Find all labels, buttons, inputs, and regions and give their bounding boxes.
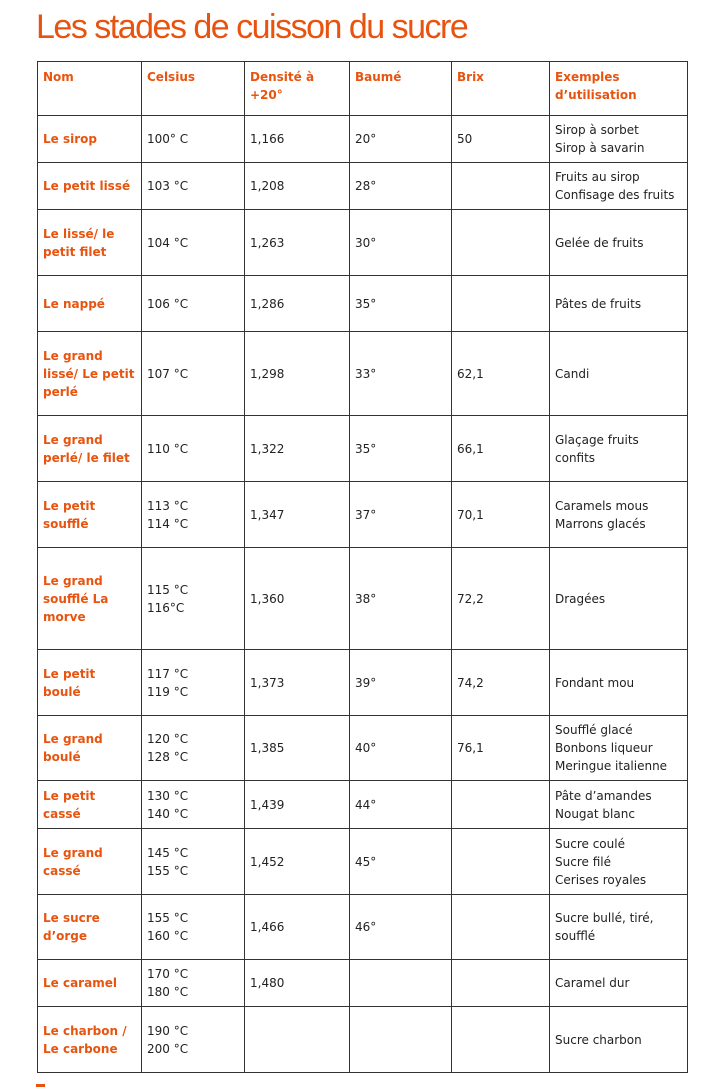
cell-densite: 1,439 bbox=[245, 781, 350, 829]
header-celsius: Celsius bbox=[142, 62, 245, 116]
cell-celsius-line: 170 °C bbox=[147, 967, 189, 981]
cell-exemples bbox=[550, 548, 688, 650]
cell-densite: 1,466 bbox=[245, 895, 350, 960]
cell-celsius bbox=[142, 781, 245, 829]
cell-celsius-line: 116°C bbox=[147, 600, 185, 615]
cell-baume bbox=[350, 960, 452, 1007]
cell-brix: 76,1 bbox=[452, 716, 550, 781]
cell-celsius-line: 100° C bbox=[147, 132, 189, 146]
cell-baume: 45° bbox=[350, 829, 452, 895]
table-body bbox=[38, 116, 688, 1073]
table-row bbox=[38, 163, 688, 210]
cell-nom: Le grand boulé bbox=[38, 716, 142, 781]
cell-brix: 70,1 bbox=[452, 482, 550, 548]
cell-celsius-line: 106 °C bbox=[147, 296, 189, 311]
header-baume: Baumé bbox=[350, 62, 452, 116]
cell-celsius-line: 155 °C bbox=[147, 863, 189, 878]
cell-nom: Le petit boulé bbox=[38, 650, 142, 716]
cell-nom: Le charbon / Le carbone bbox=[38, 1007, 142, 1073]
page-title: Les stades de cuisson du sucre bbox=[36, 8, 468, 46]
cell-baume: 33° bbox=[350, 332, 452, 416]
cell-densite: 1,480 bbox=[245, 960, 350, 1007]
cell-densite: 1,360 bbox=[245, 548, 350, 650]
cell-celsius bbox=[142, 1007, 245, 1073]
cell-celsius-line: 103 °C bbox=[147, 179, 189, 193]
cell-exemples bbox=[550, 332, 688, 416]
cell-celsius-line: 155 °C bbox=[147, 911, 189, 925]
cell-exemples-line: Sirop à sorbet bbox=[555, 123, 639, 137]
cell-baume bbox=[350, 1007, 452, 1073]
header-densite: Densité à +20° bbox=[245, 62, 350, 116]
cell-baume: 35° bbox=[350, 276, 452, 332]
cell-brix bbox=[452, 163, 550, 210]
cell-exemples-line: Sirop à savarin bbox=[555, 141, 645, 155]
cell-baume: 40° bbox=[350, 716, 452, 781]
cell-exemples-line: Fondant mou bbox=[555, 675, 635, 690]
cell-nom: Le nappé bbox=[38, 276, 142, 332]
cell-exemples-line: Sucre filé bbox=[555, 854, 611, 869]
cell-densite: 1,322 bbox=[245, 416, 350, 482]
cell-brix bbox=[452, 895, 550, 960]
cell-nom: Le sucre d’orge bbox=[38, 895, 142, 960]
table-row bbox=[38, 548, 688, 650]
cell-exemples-line: Sucre charbon bbox=[555, 1032, 642, 1047]
cell-exemples-line: Fruits au sirop bbox=[555, 170, 640, 184]
cell-celsius-line: 200 °C bbox=[147, 1041, 189, 1056]
cell-baume: 38° bbox=[350, 548, 452, 650]
cell-celsius bbox=[142, 210, 245, 276]
cell-baume: 44° bbox=[350, 781, 452, 829]
cell-celsius bbox=[142, 332, 245, 416]
cell-exemples-line: Pâtes de fruits bbox=[555, 296, 642, 311]
cell-exemples bbox=[550, 895, 688, 960]
cell-densite: 1,347 bbox=[245, 482, 350, 548]
table-row bbox=[38, 829, 688, 895]
cell-baume: 20° bbox=[350, 116, 452, 163]
table-row bbox=[38, 332, 688, 416]
cell-celsius-line: 140 °C bbox=[147, 806, 189, 821]
cell-celsius-line: 180 °C bbox=[147, 985, 189, 999]
cell-exemples bbox=[550, 829, 688, 895]
cell-brix bbox=[452, 829, 550, 895]
sugar-stages-table bbox=[37, 61, 688, 1073]
cell-celsius bbox=[142, 416, 245, 482]
cell-exemples bbox=[550, 116, 688, 163]
cell-exemples-line: Pâte d’amandes bbox=[555, 788, 652, 803]
table-row bbox=[38, 716, 688, 781]
cell-brix: 72,2 bbox=[452, 548, 550, 650]
cell-celsius bbox=[142, 895, 245, 960]
cell-celsius-line: 145 °C bbox=[147, 845, 189, 860]
cell-densite: 1,385 bbox=[245, 716, 350, 781]
cell-exemples-line: Confisage des fruits bbox=[555, 188, 675, 202]
cell-celsius-line: 110 °C bbox=[147, 441, 189, 456]
cell-baume: 28° bbox=[350, 163, 452, 210]
cell-exemples-line: Soufflé glacé bbox=[555, 723, 633, 737]
cell-nom: Le petit cassé bbox=[38, 781, 142, 829]
table-row bbox=[38, 895, 688, 960]
header-exemples: Exemples d’utilisation bbox=[550, 62, 688, 116]
decorative-mark bbox=[36, 1084, 45, 1087]
cell-brix bbox=[452, 960, 550, 1007]
cell-exemples bbox=[550, 276, 688, 332]
cell-celsius-line: 120 °C bbox=[147, 732, 189, 746]
cell-nom: Le grand cassé bbox=[38, 829, 142, 895]
cell-nom: Le petit lissé bbox=[38, 163, 142, 210]
cell-exemples-line: Cerises royales bbox=[555, 872, 647, 887]
table-row bbox=[38, 116, 688, 163]
cell-celsius-line: 160 °C bbox=[147, 929, 189, 943]
table-row bbox=[38, 650, 688, 716]
table-row bbox=[38, 781, 688, 829]
cell-densite: 1,298 bbox=[245, 332, 350, 416]
table-row bbox=[38, 960, 688, 1007]
cell-densite bbox=[245, 1007, 350, 1073]
cell-brix bbox=[452, 276, 550, 332]
cell-exemples-line: Bonbons liqueur bbox=[555, 741, 653, 755]
cell-nom: Le grand perlé/ le filet bbox=[38, 416, 142, 482]
cell-nom: Le caramel bbox=[38, 960, 142, 1007]
cell-brix: 50 bbox=[452, 116, 550, 163]
cell-celsius-line: 117 °C bbox=[147, 666, 189, 681]
cell-celsius bbox=[142, 116, 245, 163]
cell-brix bbox=[452, 210, 550, 276]
cell-celsius-line: 128 °C bbox=[147, 750, 189, 764]
cell-exemples bbox=[550, 960, 688, 1007]
cell-nom: Le grand soufflé La morve bbox=[38, 548, 142, 650]
table-row bbox=[38, 1007, 688, 1073]
cell-densite: 1,452 bbox=[245, 829, 350, 895]
cell-exemples-line: Candi bbox=[555, 366, 590, 381]
cell-celsius-line: 113 °C bbox=[147, 498, 189, 513]
cell-celsius-line: 190 °C bbox=[147, 1023, 189, 1038]
cell-celsius-line: 119 °C bbox=[147, 684, 189, 699]
cell-celsius bbox=[142, 650, 245, 716]
cell-celsius bbox=[142, 548, 245, 650]
cell-exemples-line: Nougat blanc bbox=[555, 806, 635, 821]
cell-celsius bbox=[142, 482, 245, 548]
cell-exemples-line: Glaçage fruits confits bbox=[555, 432, 639, 465]
table-row bbox=[38, 482, 688, 548]
cell-exemples bbox=[550, 781, 688, 829]
cell-brix: 74,2 bbox=[452, 650, 550, 716]
cell-baume: 46° bbox=[350, 895, 452, 960]
cell-densite: 1,286 bbox=[245, 276, 350, 332]
cell-brix bbox=[452, 1007, 550, 1073]
cell-nom: Le sirop bbox=[38, 116, 142, 163]
cell-brix: 66,1 bbox=[452, 416, 550, 482]
cell-exemples-line: Marrons glacés bbox=[555, 516, 646, 531]
cell-celsius bbox=[142, 163, 245, 210]
cell-exemples bbox=[550, 416, 688, 482]
cell-nom: Le petit soufflé bbox=[38, 482, 142, 548]
cell-celsius-line: 107 °C bbox=[147, 366, 189, 381]
cell-baume: 39° bbox=[350, 650, 452, 716]
cell-exemples-line: Sucre bullé, tiré, bbox=[555, 911, 654, 925]
cell-densite: 1,263 bbox=[245, 210, 350, 276]
cell-exemples bbox=[550, 716, 688, 781]
cell-exemples-line: soufflé bbox=[555, 929, 596, 943]
table-header-row bbox=[38, 62, 688, 116]
cell-celsius-line: 114 °C bbox=[147, 516, 189, 531]
cell-densite: 1,166 bbox=[245, 116, 350, 163]
cell-celsius-line: 130 °C bbox=[147, 788, 189, 803]
cell-exemples-line: Sucre coulé bbox=[555, 836, 625, 851]
cell-exemples bbox=[550, 210, 688, 276]
header-brix: Brix bbox=[452, 62, 550, 116]
table-row bbox=[38, 276, 688, 332]
cell-exemples-line: Caramel dur bbox=[555, 976, 630, 990]
cell-celsius bbox=[142, 716, 245, 781]
cell-celsius bbox=[142, 276, 245, 332]
cell-exemples bbox=[550, 482, 688, 548]
cell-exemples bbox=[550, 1007, 688, 1073]
cell-densite: 1,373 bbox=[245, 650, 350, 716]
cell-exemples-line: Dragées bbox=[555, 591, 606, 606]
cell-celsius-line: 115 °C bbox=[147, 582, 189, 597]
cell-brix bbox=[452, 781, 550, 829]
cell-exemples-line: Gelée de fruits bbox=[555, 235, 644, 250]
cell-nom: Le lissé/ le petit filet bbox=[38, 210, 142, 276]
table-row bbox=[38, 210, 688, 276]
cell-celsius-line: 104 °C bbox=[147, 235, 189, 250]
cell-exemples bbox=[550, 163, 688, 210]
cell-celsius bbox=[142, 960, 245, 1007]
cell-exemples-line: Meringue italienne bbox=[555, 759, 668, 773]
cell-brix: 62,1 bbox=[452, 332, 550, 416]
cell-exemples bbox=[550, 650, 688, 716]
cell-exemples-line: Caramels mous bbox=[555, 498, 649, 513]
cell-nom: Le grand lissé/ Le petit perlé bbox=[38, 332, 142, 416]
cell-baume: 37° bbox=[350, 482, 452, 548]
table-row bbox=[38, 416, 688, 482]
header-nom: Nom bbox=[38, 62, 142, 116]
cell-baume: 35° bbox=[350, 416, 452, 482]
cell-densite: 1,208 bbox=[245, 163, 350, 210]
cell-baume: 30° bbox=[350, 210, 452, 276]
cell-celsius bbox=[142, 829, 245, 895]
